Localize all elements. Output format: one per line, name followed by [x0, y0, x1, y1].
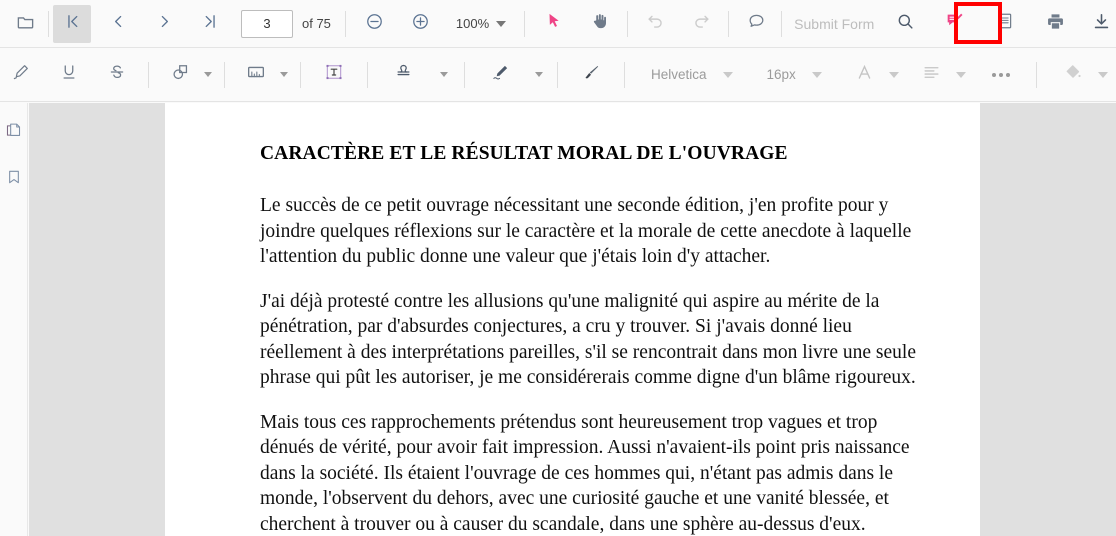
zoom-out-button[interactable] — [356, 5, 394, 43]
toolbar-separator — [224, 62, 225, 88]
zoom-in-button[interactable] — [402, 5, 440, 43]
image-icon — [246, 62, 266, 87]
chevron-down-icon — [889, 72, 899, 78]
image-dropdown[interactable] — [237, 56, 288, 94]
toolbar-separator — [624, 62, 625, 88]
page-content — [165, 103, 980, 536]
sidebar-item-thumbnails[interactable] — [2, 121, 26, 145]
redo-button[interactable] — [682, 5, 720, 43]
paint-bucket-icon — [1064, 63, 1083, 87]
font-color-icon — [855, 63, 874, 87]
hand-icon — [591, 12, 609, 35]
toolbar-separator — [627, 11, 628, 37]
zoom-level-value: 100% — [455, 16, 490, 31]
chevron-down-icon — [812, 72, 822, 78]
document-paragraph: Mais tous ces rapprochements prétendus sont heureusement trop vagues et trop dénués de vérité, pour avoir fait impression. Aussi n'avaient-ils point pris naissance dans la société. Ils étaient l'ouvrage de ces hommes qui, n'étant pas admis dans le monde, l'observent du dehors, avec une curiosité gauche et une vanité blessée, et cherchent à trouver ou à causer du scandale, dans une sphère au-dessus d'eux. — [260, 411, 910, 535]
textbox-icon — [324, 62, 344, 87]
chevron-right-icon — [156, 13, 173, 35]
font-size-dropdown[interactable] — [759, 63, 830, 86]
primary-toolbar — [0, 0, 1116, 48]
search-button[interactable] — [886, 5, 924, 43]
document-heading: CARACTÈRE ET LE RÉSULTAT MORAL DE L'OUVRAGE — [260, 143, 788, 164]
annotation-toolbar — [0, 48, 1116, 102]
document-page — [165, 103, 980, 536]
toolbar-separator — [1036, 62, 1037, 88]
undo-icon — [646, 12, 665, 36]
toolbar-separator — [48, 11, 49, 37]
chevron-down-icon — [535, 72, 543, 77]
alignment-dropdown[interactable] — [913, 56, 966, 94]
alignment-button[interactable] — [913, 56, 951, 94]
submit-form-button[interactable]: Submit Form — [794, 15, 875, 32]
printer-icon — [1046, 12, 1065, 36]
outline-button[interactable] — [986, 5, 1024, 43]
stamp-icon — [394, 63, 413, 87]
toolbar-separator — [524, 11, 525, 37]
toolbar-separator — [148, 62, 149, 88]
underline-button[interactable] — [50, 56, 88, 94]
left-sidebar — [0, 103, 28, 536]
redo-icon — [692, 12, 711, 36]
signature-dropdown[interactable] — [481, 56, 543, 94]
signature-button[interactable] — [481, 56, 519, 94]
fill-color-dropdown[interactable] — [1055, 56, 1108, 94]
highlight-button[interactable] — [2, 56, 40, 94]
chevron-down-icon — [1098, 72, 1108, 78]
next-page-button[interactable] — [145, 5, 183, 43]
search-icon — [896, 12, 915, 36]
undo-button[interactable] — [636, 5, 674, 43]
first-page-icon — [64, 13, 81, 35]
cursor-icon — [545, 12, 563, 35]
document-paragraph: Le succès de ce petit ouvrage nécessitant une seconde édition, j'en profite pour y joindre quelques réflexions sur le caractère et la morale de cette anecdote à laquelle l'attention du public donne une valeur que j'étais loin d'y attacher. — [260, 195, 912, 267]
font-size-value: 16px — [766, 67, 796, 82]
strikethrough-button[interactable] — [98, 56, 136, 94]
folder-icon — [16, 12, 35, 36]
underline-icon — [60, 63, 78, 86]
annotate-button[interactable] — [936, 5, 974, 43]
last-page-icon — [202, 13, 219, 35]
pan-tool-button[interactable] — [581, 5, 619, 43]
page-number-field[interactable] — [241, 10, 293, 38]
document-paragraph: J'ai déjà protesté contre les allusions qu'une malignité qui aspire au mérite de la pénétration, par d'absurdes conjectures, a cru y trouver. Si j'avais donné lieu réellement à des interprétations pareilles, s'il se rencontrait dans mon livre une seule phrase qui pût les autoriser, je me considérerais comme digne d'un blâme rigoureux. — [260, 290, 916, 388]
previous-page-button[interactable] — [99, 5, 137, 43]
align-left-icon — [922, 63, 941, 87]
zoom-out-icon — [365, 12, 384, 36]
page-number-input[interactable] — [242, 16, 292, 31]
chevron-down-icon — [440, 72, 448, 77]
more-options-button[interactable] — [982, 56, 1020, 94]
select-tool-button[interactable] — [535, 5, 573, 43]
page-total-label: of 75 — [302, 16, 331, 31]
chevron-left-icon — [110, 13, 127, 35]
zoom-in-icon — [411, 12, 430, 36]
font-family-value: Helvetica — [651, 67, 707, 82]
toolbar-separator — [728, 11, 729, 37]
last-page-button[interactable] — [191, 5, 229, 43]
text-color-button[interactable] — [846, 56, 884, 94]
chevron-down-icon — [956, 72, 966, 78]
sidebar-item-bookmarks[interactable] — [2, 167, 26, 191]
comment-button[interactable] — [737, 5, 775, 43]
first-page-button[interactable] — [53, 5, 91, 43]
document-viewer[interactable] — [29, 103, 1116, 536]
toolbar-separator — [300, 62, 301, 88]
brush-icon — [582, 63, 601, 87]
shapes-button[interactable] — [161, 56, 199, 94]
image-button[interactable] — [237, 56, 275, 94]
font-family-dropdown[interactable] — [643, 63, 741, 86]
highlighter-icon — [12, 63, 30, 86]
stamp-button[interactable] — [384, 56, 422, 94]
comment-edit-icon — [945, 11, 965, 36]
download-icon — [1092, 12, 1111, 36]
outline-icon — [996, 12, 1014, 35]
chevron-down-icon — [204, 72, 212, 77]
stamp-dropdown[interactable] — [384, 56, 448, 94]
shapes-dropdown[interactable] — [161, 56, 212, 94]
textbox-button[interactable] — [315, 56, 353, 94]
toolbar-separator — [367, 62, 368, 88]
pages-icon — [5, 122, 22, 144]
strikethrough-icon — [108, 63, 126, 86]
comment-bubble-icon — [747, 12, 766, 36]
toolbar-separator — [464, 62, 465, 88]
fill-color-button[interactable] — [1055, 56, 1093, 94]
toolbar-separator — [557, 62, 558, 88]
bookmark-icon — [6, 169, 22, 190]
shapes-icon — [171, 63, 190, 87]
eraser-button[interactable] — [572, 56, 610, 94]
chevron-down-icon — [280, 72, 288, 77]
print-button[interactable] — [1036, 5, 1074, 43]
open-file-button[interactable] — [6, 5, 44, 43]
signature-icon — [491, 63, 510, 87]
toolbar-separator — [345, 11, 346, 37]
ellipsis-icon — [992, 73, 1010, 77]
chevron-down-icon — [723, 72, 733, 78]
text-color-dropdown[interactable] — [846, 56, 899, 94]
download-button[interactable] — [1082, 5, 1116, 43]
chevron-down-icon — [496, 21, 506, 27]
zoom-level-dropdown[interactable] — [450, 12, 512, 35]
